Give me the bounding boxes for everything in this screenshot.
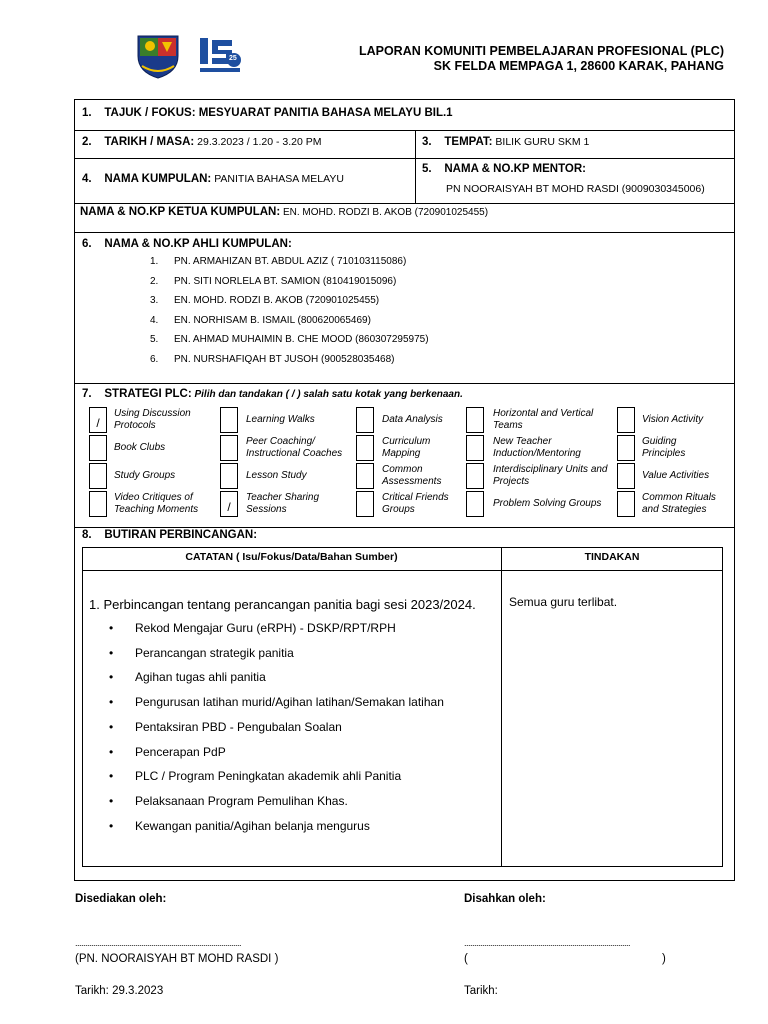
report-title: LAPORAN KOMUNITI PEMBELAJARAN PROFESIONAL (PLC) (358, 44, 724, 58)
strategy-checkbox[interactable] (617, 435, 635, 461)
approved-date: Tarikh: (464, 985, 498, 997)
member-name: PN. SITI NORLELA BT. SAMION (810419015096) (174, 275, 397, 287)
strategy-option-label: Video Critiques of Teaching Moments (114, 492, 199, 515)
strategy-option-label: Learning Walks (246, 414, 315, 425)
discussion-bullet-item: • Pengurusan latihan murid/Agihan latihan/Semakan latihan (135, 695, 444, 709)
row-ahli: 6. NAMA & NO.KP AHLI KUMPULAN: (82, 238, 292, 250)
row-tarikh: 2. TARIKH / MASA: 29.3.2023 / 1.20 - 3.20 PM (82, 136, 322, 148)
member-name: EN. AHMAD MUHAIMIN B. CHE MOOD (860307295975) (174, 334, 429, 346)
prepared-date: Tarikh: 29.3.2023 (75, 985, 164, 997)
approved-name-open: ( (464, 953, 468, 965)
strategy-option-label: Interdisciplinary Units and Projects (493, 464, 608, 487)
discussion-bullet-item: • Pentaksiran PBD - Pengubalan Soalan (135, 720, 342, 734)
row-butiran: 8. BUTIRAN PERBINCANGAN: (82, 529, 258, 541)
member-name: PN. NURSHAFIQAH BT JUSOH (900528035468) (174, 354, 395, 365)
strategy-option-label: Peer Coaching/ Instructional Coaches (246, 436, 343, 459)
kumpulan-value: PANITIA BAHASA MELAYU (211, 173, 344, 185)
row-nama-kumpulan: 4. NAMA KUMPULAN: PANITIA BAHASA MELAYU (82, 173, 344, 185)
approved-by-label: Disahkan oleh: (464, 893, 546, 905)
member-number: 1. (150, 256, 159, 267)
strategy-checkbox[interactable] (466, 491, 484, 517)
prepared-by-label: Disediakan oleh: (75, 893, 167, 905)
discussion-bullet-item: • Kewangan panitia/Agihan belanja mengurus (135, 819, 370, 833)
strategy-option-label: Study Groups (114, 470, 176, 481)
approved-name-close: ) (662, 953, 666, 965)
strategy-checkbox[interactable] (89, 491, 107, 517)
approved-signature-line: ................................................................................... (464, 938, 631, 948)
discussion-point: 1. Perbincangan tentang perancangan panitia bagi sesi 2023/2024. (89, 597, 476, 612)
member-name: EN. NORHISAM B. ISMAIL (800620065469) (174, 314, 371, 326)
strategy-option-label: New Teacher Induction/Mentoring (493, 436, 581, 459)
member-number: 5. (150, 334, 159, 346)
strategy-checkbox[interactable] (356, 407, 374, 433)
strategy-option-label: Horizontal and Vertical Teams (493, 408, 594, 431)
strategy-checkbox[interactable] (617, 463, 635, 489)
strategy-checkbox[interactable] (89, 463, 107, 489)
strategy-option-label: Value Activities (642, 470, 710, 481)
discussion-bullet-item: • PLC / Program Peningkatan akademik ahli Panitia (135, 769, 401, 783)
strategy-checkbox[interactable] (466, 463, 484, 489)
row-tempat: 3. TEMPAT: BILIK GURU SKM 1 (422, 136, 590, 148)
strategy-option-label: Vision Activity (642, 414, 704, 425)
strategy-checkbox[interactable] (220, 463, 238, 489)
strategy-checkbox[interactable]: / (89, 407, 107, 433)
logo-number: 25 (229, 55, 237, 62)
prepared-signature-line: ................................................................................... (75, 938, 242, 948)
strategy-checkbox[interactable] (466, 435, 484, 461)
member-name: PN. ARMAHIZAN BT. ABDUL AZIZ ( 710103115086) (174, 256, 407, 267)
strategy-option-label: Guiding Principles (642, 436, 686, 459)
col-catatan-header: CATATAN ( Isu/Fokus/Data/Bahan Sumber) (185, 551, 398, 563)
member-number: 4. (150, 314, 159, 326)
row-mentor: 5. NAMA & NO.KP MENTOR: (422, 163, 586, 175)
tempat-value: BILIK GURU SKM 1 (492, 136, 590, 148)
tindakan-value: Semua guru terlibat. (509, 595, 618, 609)
strategy-option-label: Curriculum Mapping (382, 436, 431, 459)
strategy-option-label: Teacher Sharing Sessions (246, 492, 320, 515)
strategy-option-label: Critical Friends Groups (382, 492, 449, 515)
strategy-checkbox[interactable] (356, 435, 374, 461)
discussion-bullet-item: • Pencerapan PdP (135, 745, 226, 759)
tarikh-value: 29.3.2023 / 1.20 - 3.20 PM (194, 136, 322, 148)
mentor-value: PN NOORAISYAH BT MOHD RASDI (9009030345006) (446, 183, 705, 195)
discussion-bullet-item: • Perancangan strategik panitia (135, 646, 294, 660)
row-ketua: NAMA & NO.KP KETUA KUMPULAN: EN. MOHD. RODZI B. AKOB (720901025455) (80, 206, 489, 218)
row-tajuk: 1. TAJUK / FOKUS: MESYUARAT PANITIA BAHASA MELAYU BIL.1 (82, 107, 453, 119)
programme-logo (198, 34, 244, 78)
school-crest-logo (132, 30, 184, 80)
strategy-checkbox[interactable] (220, 435, 238, 461)
strategy-option-label: Problem Solving Groups (493, 498, 602, 509)
strategy-option-label: Book Clubs (114, 442, 166, 453)
strategi-instruction: Pilih dan tandakan ( / ) salah satu kotak yang berkenaan. (191, 389, 463, 400)
strategy-option-label: Using Discussion Protocols (114, 408, 191, 431)
strategy-checkbox[interactable] (466, 407, 484, 433)
member-number: 6. (150, 354, 159, 365)
strategy-option-label: Common Assessments (382, 464, 442, 487)
col-tindakan-header: TINDAKAN (584, 551, 640, 563)
discussion-bullet-item: • Rekod Mengajar Guru (eRPH) - DSKP/RPT/RPH (135, 621, 396, 635)
strategy-checkbox[interactable] (617, 407, 635, 433)
school-address: SK FELDA MEMPAGA 1, 28600 KARAK, PAHANG (433, 59, 724, 73)
member-name: EN. MOHD. RODZI B. AKOB (720901025455) (174, 295, 380, 307)
report-header (359, 44, 724, 74)
row-strategi: 7. STRATEGI PLC: Pilih dan tandakan ( / ) salah satu kotak yang berkenaan. (82, 388, 463, 400)
member-number: 2. (150, 275, 159, 287)
ketua-value: EN. MOHD. RODZI B. AKOB (720901025455) (280, 207, 489, 218)
strategy-checkbox[interactable] (89, 435, 107, 461)
strategy-option-label: Lesson Study (246, 470, 307, 481)
prepared-name: (PN. NOORAISYAH BT MOHD RASDI ) (75, 953, 279, 965)
member-number: 3. (150, 295, 159, 307)
discussion-bullet-item: • Pelaksanaan Program Pemulihan Khas. (135, 794, 348, 808)
strategy-checkbox[interactable]: / (220, 491, 238, 517)
strategy-checkbox[interactable] (356, 491, 374, 517)
strategy-option-label: Data Analysis (382, 414, 443, 425)
discussion-bullet-item: • Agihan tugas ahli panitia (135, 670, 266, 684)
strategy-checkbox[interactable] (356, 463, 374, 489)
strategy-checkbox[interactable] (617, 491, 635, 517)
strategy-checkbox[interactable] (220, 407, 238, 433)
strategy-option-label: Common Rituals and Strategies (642, 492, 716, 515)
